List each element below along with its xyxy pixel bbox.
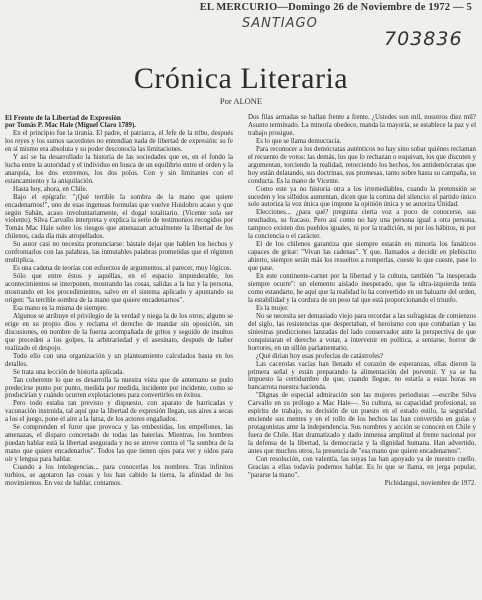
paragraph: Elecciones... ¿para qué? pregunta cierta voz a poco de conocerse, sus resultados, su fracaso. Pero así como no hay una persona igual a otra persona, tampoco existen dos pueblos iguales, ni por la tradición, ni por los hábitos, ni por la conciencia o el carácter. (248, 209, 476, 241)
newspaper-header (0, 0, 482, 18)
paragraph: Se comprenden el furor que provoca y las embestidas, los empellones, las amenazas, el disparo concertado de todas las baterías. Mientras, los hombres puedan hablar está la libertad asegurada y no se atreve contra el "la sombra de la mano que quiere encadenarlos". Todos las que tienen ojos para ver y oídos para oír y lengua para hablar. (5, 424, 233, 464)
paragraph: Cuando a los intelegencias... para conocerlas los nombres. Tras infinitos turbios, se agotaron las cosas y los han cabido la tierra, la afinidad de los movimientos. En vez de hablar, contamos. (5, 464, 233, 487)
paragraph: Todo ello con una organización y un planteamiento calculados hasta en los detalles. (5, 352, 233, 368)
paragraph: Se trata una lección de historia aplicada. (13, 368, 125, 376)
paragraph: Esa mano es la misma de siempre. (13, 304, 108, 312)
paragraph: Es lo que se llama democracia. (256, 137, 342, 145)
paragraph: Es la mujer. (256, 304, 289, 312)
paragraph: En el principio fue la tiranía. El padre, el patriarca, el Jefe de la tribu, después los reyes y los sumos sacerdotes no entendían nada de libertad de expresión: su fe en sí mismo era absoluta y su poder desconocía las limitaciones. (5, 130, 233, 153)
paragraph: Para reconocer a los demócratas auténticos no hay sino sobar quiénes reclaman el recuento de votos: las demás, los que lo rechazan o esquivan, los que discuten y argumentan, torciendo la realidad, retorciendo los hechos, los antidemócratas que hoy están delatando, sus doctrinas, sus promesas, tanto sobre hasta su campaña, su conducta. Es la mano de Vicente. (248, 145, 476, 185)
right-column (248, 114, 476, 488)
paragraph: Su autor casi no necesita pronunciarse: bástale dejar que hablen los hechos y confrontarlos con las palabras, las inmutables palabras prometidas que el régimen multiplica. (5, 241, 233, 265)
paragraph: ¿Qué dirían hoy esas profecías de catástrofes? (256, 352, 384, 360)
paragraph: Algunos se atribuye el privilegio de la verdad y niega la de los otros; alguno se erige en su propio dios y reclama el derecho de mandar sin oposición, sin discusiones, en nombre de la fuerza acompañada de gritos y seguido de insultos que preceden a los golpes, la arbitrariedad y el asesinato, después de haber realizado el despojo. (5, 312, 233, 352)
section-heading: El Frente de la Libertad de Expresión (5, 114, 121, 122)
paragraph: Tan coherente lo que es desarrolla la nuestra vista que de antemano se pudo predecirse punto por punto, medida por medida, incidente por incidente, como se producirían y cuándo ocurren explotaciones para convertirles en éxitos. (5, 376, 233, 400)
newspaper-dateline: EL MERCURIO—Domingo 26 de Noviembre de 1972 — 5 (199, 2, 472, 13)
paragraph: Sólo que entre éstos y aquéllas, en el espacio impunderable, los acontecimientos se interponen, mostrando las cosas, salidas a la luz y la persona, mostrando en los procedimientos, salvo en el sistema aplicado y apuntando su origen: "la terrible sombra de la mano que quiere encadenarnos". (5, 273, 233, 305)
paragraph: En este continente-carnet por la libertad y la cultura, también "la inesperada siempre ocurre": un elemento aislado inesperado, que la ultra-izquierda tenía como estandarte, he aquí que la realidad lo ha convertido en un baluarte del orden, la estabilidad y la cordura de un peso tal que está proporcionando el triunfo. (248, 273, 476, 304)
paragraph: Y así se ha desarrollado la historia de las sociedades que es, en el fondo la lucha entre la autoridad y el individuo en busca de un equilibrio entre el orden y la anarquía, los dos extremos, los dos polos. Con y sin limitantes con el estancamiento y la aniquilación. (5, 153, 233, 185)
article-title: Crónica Literaria (133, 62, 349, 95)
article-byline: Por ALONE (219, 96, 263, 106)
paragraph: El de los chilenos garantiza que siempre estarán en minoría los fanáticos capaces de gritar: "Vivan las cadenas". Y que, llamados a decidir en plebiscito abierto, siempre serán más los resueltos a romperlas, cueste lo que cueste, pase lo que pase. (248, 241, 476, 273)
left-column (5, 114, 233, 488)
paragraph: Con resolución, con valentía, las suyas las han apoyado ya de nuestro cuello. Gracias a ellas todavía podemos hablar. Es lo que se llama, en jerga popular, "pararse la mano". (248, 455, 476, 479)
paragraph: Como este ya no historia otra a los irremediables, cuando la pretensión se suceden y los silbidos aumentan, dicen que la cortina del silencio: el partido único solo autoriza la voz única que impone la opinión única y se autoriza Unidad. (248, 185, 476, 209)
paragraph: No se necesita ser demasiado viejo para recordar a las sufragistas de comienzos del siglo, las resistencias que despertaban, el heroísmo con que combatían y las siniestras predicciones lanzadas del lado conservador ante la perspectiva de que conquistaran el derecho a votar, a intervenir en política, a sentarse, horror de horrores, en un sillón parlamentario. (248, 312, 476, 352)
handwritten-city-annotation: SANTIAGO (242, 16, 318, 31)
paragraph: Bajo el epígrafe: "¡Qué terrible la sombra de la mano que quiere encadenarnos!", uno de esas ingenuas formulas que vuelve Huidobro acaso y que según Sabán, acaso involuntariamente, el dogal totalitario. (Vicente sola ser violento). Silva Carvallo interpreta y explica la serie de testimonios recogidos por Tomás Mac Hale sobre los riesgos que amenazan actualmente la libertad de los chilenos, cada día más atropellados. (5, 193, 233, 241)
paragraph: Hasta hoy, ahora, en Chile. (13, 185, 88, 193)
section-author: por Tomás P. Mac Hale (Miguel Claro 1789). (5, 122, 136, 129)
paragraph: Pero todo estaba tan previsto y dispuesto, con aparato de barricadas y vacunación instruida, tal aquí que la libertad de expresión llegan, sus aires a secas a los el juego, pone el aire a la farsa, de los actores engañados. (5, 400, 233, 424)
paragraph: "Dignas de especial admiración son las mujeres periodistas —escribe Silva Carvallo en su prólogo a Mac Hale—. Su cultura, su capacidad profesional, su espíritu de trabajo, su decisión de un puesto en el estado estilo, la seguridad enciende sus mentes y en el rollo de los hechos las han convertido en guías y protagonistas ante la independencia. Sus nombres y acción se conocen en Chile y fuera de Chile. Han dramatizado y dado inmensa amplitud al frente nacional por la defensa de la libertad, la democracia y la dignidad humana. Han advertido, antes que muchos otros, la presencia de "esa mano que quiere encadenarnos". (248, 392, 476, 456)
paragraph: Las cacerolas vacías han llenado el corazón de esperanzas, ellas dieron la primera señal y están preparando la alimentación del porvenir. Y ya se ha impuesto la certidumbre de que, cuando llegue, no estaría a estas horas en bancarrota nuestra hacienda. (248, 360, 476, 392)
article-signoff: Pichidangui, noviembre de 1972. (384, 479, 476, 487)
paragraph: Dos filas armadas se hallan frente a frente. ¿Ustedes son mil, nosotros diez mil? Asunto terminado. La minoría obedece, manda la mayoría, se establece la paz y el trabajo prosigue. (248, 114, 476, 137)
paragraph: Es una cadena de teorías con esfuerzos de argumentos, al parecer, muy lógicos. (13, 265, 232, 273)
handwritten-code-annotation: 703836 (384, 28, 463, 50)
